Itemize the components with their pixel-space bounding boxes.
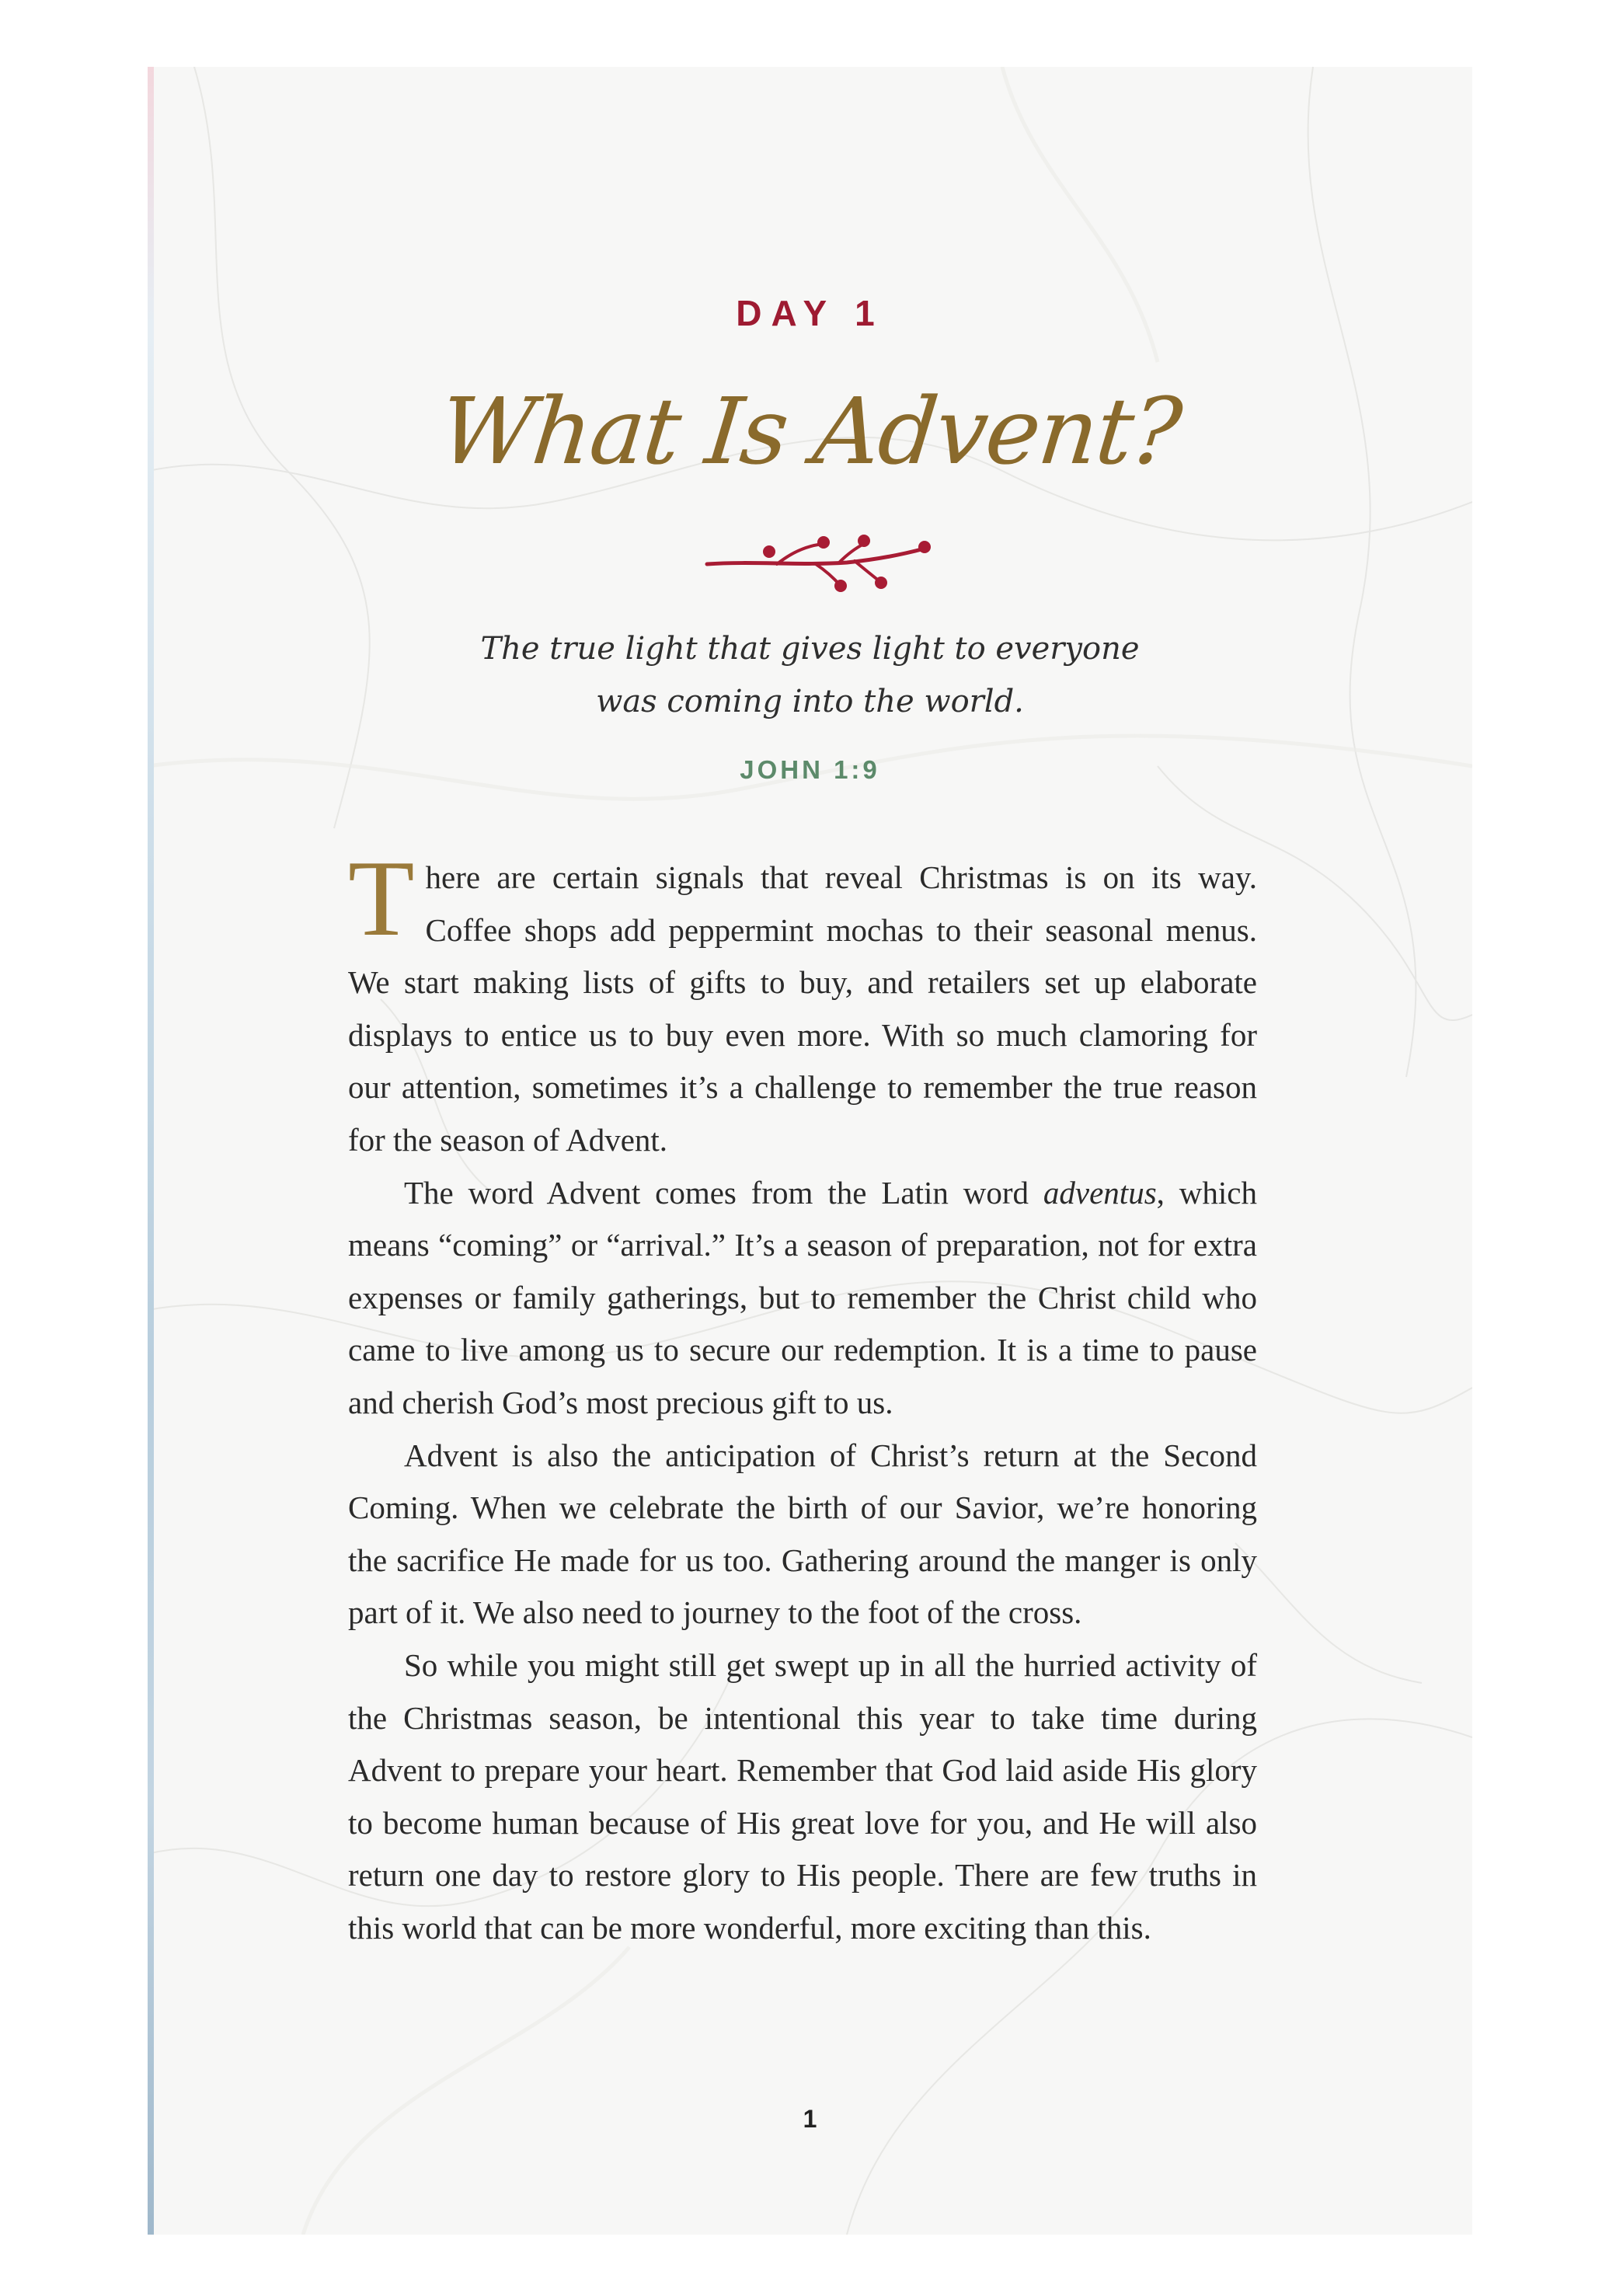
paragraph-4: So while you might still get swept up in all the hurried activity of the Christmas season, be intentional this year to take time during Advent to prepare your heart. Remember that God laid aside His glory to become human because of His great love for you, and He will also return one day to restore glory to His people. There are few truths in this world that can be more wonderful, more exciting than this.: [348, 1646, 1257, 1946]
berry-branch-icon: [699, 524, 932, 594]
scripture-reference: JOHN 1:9: [740, 755, 880, 784]
paragraph-2: The word Advent comes from the Latin word adventus, which means “coming” or “arrival.” It’s a season of preparation, not for extra expenses or family gatherings, but to remember the Christ child who came to live among us to secure our redemption. It is a time to pause and cherish God’s most precious gift to us.: [348, 1174, 1257, 1420]
page-number: 1: [803, 2105, 817, 2133]
day-label: DAY 1: [736, 293, 884, 333]
scripture-quote: [148, 622, 1472, 728]
scripture-line-2: was coming into the world.: [596, 684, 1024, 719]
page-edge-strip: [148, 67, 154, 2235]
paragraph-3: Advent is also the anticipation of Christ’s return at the Second Coming. When we celebrate the birth of our Savior, we’re honoring the sacrifice He made for us too. Gathering around the manger is only part of it. We also need to journey to the foot of the cross.: [348, 1437, 1257, 1631]
scripture-line-1: The true light that gives light to everyone: [480, 631, 1140, 667]
drop-cap: T: [348, 838, 415, 959]
paragraph-1-text: here are certain signals that reveal Christmas is on its way. Coffee shops add peppermint mochas to their seasonal menus. We start making lists of gifts to buy, and retailers set up elaborate displays to entice us to buy even more. With so much clamoring for our attention, sometimes it’s a challenge to remember the true reason for the season of Advent.: [348, 859, 1257, 1158]
latin-word: adventus: [1043, 1174, 1157, 1211]
paragraph-1: [348, 838, 1257, 1167]
devotional-body: [348, 838, 1257, 1954]
chapter-title: What Is Advent?: [434, 378, 1186, 485]
book-page: [148, 67, 1472, 2235]
